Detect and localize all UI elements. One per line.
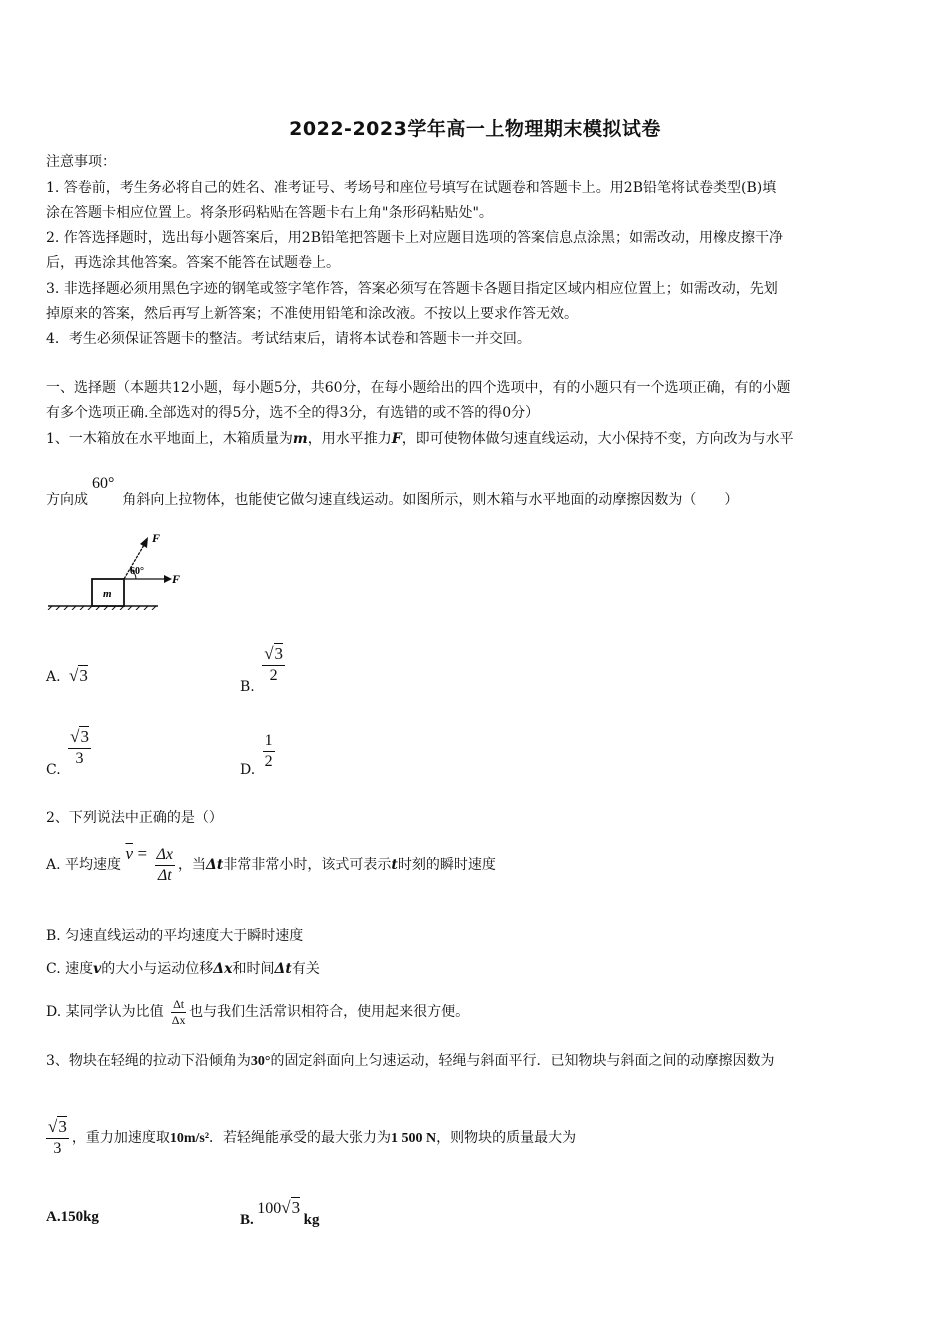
q1-text: ，用水平推力 xyxy=(307,431,392,447)
q1-stem-line2 xyxy=(46,475,739,510)
denominator: 2 xyxy=(269,667,278,684)
var-m: m xyxy=(292,431,308,447)
q3-text: ，则物块的质量最大为 xyxy=(436,1130,577,1146)
option-d-text: 也与我们生活常识相符合，使用起来很方便。 xyxy=(189,1004,470,1020)
fraction xyxy=(263,731,275,772)
numerator: 1 xyxy=(263,731,275,752)
notice-item-3b: 掉原来的答案，然后再写上新答案；不准使用铅笔和涂改液。不按以上要求作答无效。 xyxy=(46,306,578,322)
q3-text: 3、物块在轻绳的拉动下沿倾角为 xyxy=(46,1053,251,1069)
radicand: 3 xyxy=(274,644,284,663)
option-c-text: 的大小与运动位移 xyxy=(101,961,214,977)
friction-coefficient-fraction: $\frac{√3}{3}$ xyxy=(48,1117,67,1157)
q3-option-a[interactable]: A.150kg xyxy=(46,1209,99,1225)
section-1-header-line2: 有多个选项正确.全部选对的得5分，选不全的得3分，有选错的或不答的得0分） xyxy=(46,405,540,421)
option-c-text: 有关 xyxy=(291,961,320,977)
radicand: 3 xyxy=(58,1117,67,1136)
denominator: 3 xyxy=(53,1140,62,1157)
q1-option-d[interactable] xyxy=(240,731,278,778)
angle-label: 60° xyxy=(130,566,144,577)
q1-option-b[interactable] xyxy=(240,644,288,695)
option-a-text: A. 平均速度 xyxy=(46,857,122,873)
v-bar: $\overline{v}$ xyxy=(125,844,134,863)
option-c-text: C. 速度 xyxy=(46,961,94,977)
q3-option-b[interactable] xyxy=(240,1198,320,1228)
q3-stem-line2 xyxy=(46,1113,576,1164)
option-a-label: A. xyxy=(46,669,61,685)
var-F: F xyxy=(391,431,402,447)
notice-item-2a: 2. 作答选择题时，选出每小题答案后，用2B铅笔把答题卡上对应题目选项的答案信息点涂黑；如需改动，用橡皮擦干净 xyxy=(46,230,783,246)
q1-option-a[interactable] xyxy=(46,666,88,686)
radicand: 3 xyxy=(291,1198,301,1217)
equals-sign: = xyxy=(137,844,148,863)
radicand: 3 xyxy=(79,666,88,685)
denominator: Δx xyxy=(171,1012,186,1027)
notice-heading: 注意事项： xyxy=(46,154,116,170)
q3-text: ．若轻绳能承受的最大张力为 xyxy=(209,1130,392,1146)
notice-item-4: 4．考生必须保证答题卡的整洁。考试结束后，请将本试卷和答题卡一并交回。 xyxy=(46,331,531,347)
option-b-label: B. xyxy=(240,1212,254,1228)
denominator: 2 xyxy=(264,753,273,770)
notice-item-2b: 后，再选涂其他答案。答案不能答在试题卷上。 xyxy=(46,255,340,271)
q2-option-d[interactable] xyxy=(46,992,469,1032)
denominator: 3 xyxy=(75,750,84,767)
option-a-text: 时刻的瞬时速度 xyxy=(397,857,496,873)
fraction xyxy=(155,845,176,886)
var-dx: Δx xyxy=(213,961,233,977)
q1-text: 1、一木箱放在水平地面上，木箱质量为 xyxy=(46,431,293,447)
var-v: v xyxy=(93,961,102,977)
sqrt-expression: 100√3 xyxy=(257,1198,301,1217)
unit-kg: kg xyxy=(303,1212,320,1228)
force-label-horizontal: F xyxy=(172,572,181,586)
q3-text: ，重力加速度取 xyxy=(71,1130,170,1146)
section-1-header-line1: 一、选择题（本题共12小题，每小题5分，共60分，在每小题给出的四个选项中，有的小题只有一个选项正确，有的小题 xyxy=(46,380,791,396)
page-title: 2022-2023学年高一上物理期末模拟试卷 xyxy=(289,118,661,140)
q1-text: 角斜向上拉物体，也能使它做匀速直线运动。如图所示，则木箱与水平地面的动摩擦因数为（ ） xyxy=(122,492,739,508)
option-a-text: 非常非常小时，该式可表示 xyxy=(223,857,392,873)
var-t: t xyxy=(391,857,398,873)
q2-stem: 2、下列说法中正确的是（） xyxy=(46,810,223,826)
option-d-text: D. 某同学认为比值 xyxy=(46,1004,164,1020)
notice-item-3a: 3. 非选择题必须用黑色字迹的钢笔或签字笔作答，答案必须写在答题卡各题目指定区域内相应位置上；如需改动，先划 xyxy=(46,281,778,297)
q1-text: 方向成 xyxy=(46,492,88,508)
fraction xyxy=(171,997,186,1028)
radicand: 3 xyxy=(80,727,89,746)
notice-item-1b: 涂在答题卡相应位置上。将条形码粘贴在答题卡右上角"条形码粘贴处"。 xyxy=(46,205,493,221)
var-dt: Δt xyxy=(206,857,224,873)
angle-60: 60° xyxy=(92,475,115,492)
var-dt: Δt xyxy=(274,961,292,977)
q1-figure xyxy=(46,528,186,610)
q3-stem-line1 xyxy=(46,1051,775,1072)
gravity-value: 10m/s² xyxy=(169,1131,210,1146)
option-c-label: C. xyxy=(46,762,61,778)
q2-option-c[interactable] xyxy=(46,959,320,979)
numerator: Δt xyxy=(173,996,185,1011)
q3-text: 的固定斜面向上匀速运动，轻绳与斜面平行．已知物块与斜面之间的动摩擦因数为 xyxy=(270,1053,775,1069)
q2-option-a[interactable] xyxy=(46,842,496,887)
sqrt-expression: √3 xyxy=(69,666,88,685)
angle-30: 30° xyxy=(250,1054,271,1069)
numerator: Δx xyxy=(155,845,176,866)
tension-value: 1 500 N xyxy=(391,1131,437,1146)
q1-stem-line1 xyxy=(46,429,794,449)
option-c-text: 和时间 xyxy=(232,961,275,977)
option-a-text: ，当 xyxy=(178,857,207,873)
denominator: Δt xyxy=(157,866,172,884)
q2-option-b[interactable]: B. 匀速直线运动的平均速度大于瞬时速度 xyxy=(46,928,304,944)
q1-option-c[interactable] xyxy=(46,727,94,778)
box-label: m xyxy=(103,588,112,600)
fraction: $\frac{√3}{3}$ xyxy=(70,727,89,767)
q1-text: ，即可使物体做匀速直线运动，大小保持不变，方向改为与水平 xyxy=(401,431,794,447)
option-d-label: D. xyxy=(240,761,256,778)
fraction: $\frac{√3}{2}$ xyxy=(264,644,284,684)
notice-item-1a: 1. 答卷前，考生务必将自己的姓名、准考证号、考场号和座位号填写在试题卷和答题卡上。用2B铅笔将试卷类型(B)填 xyxy=(46,180,777,196)
force-label-angled: F xyxy=(152,531,161,545)
coefficient: 100 xyxy=(257,1200,282,1217)
option-b-label: B. xyxy=(240,679,255,695)
